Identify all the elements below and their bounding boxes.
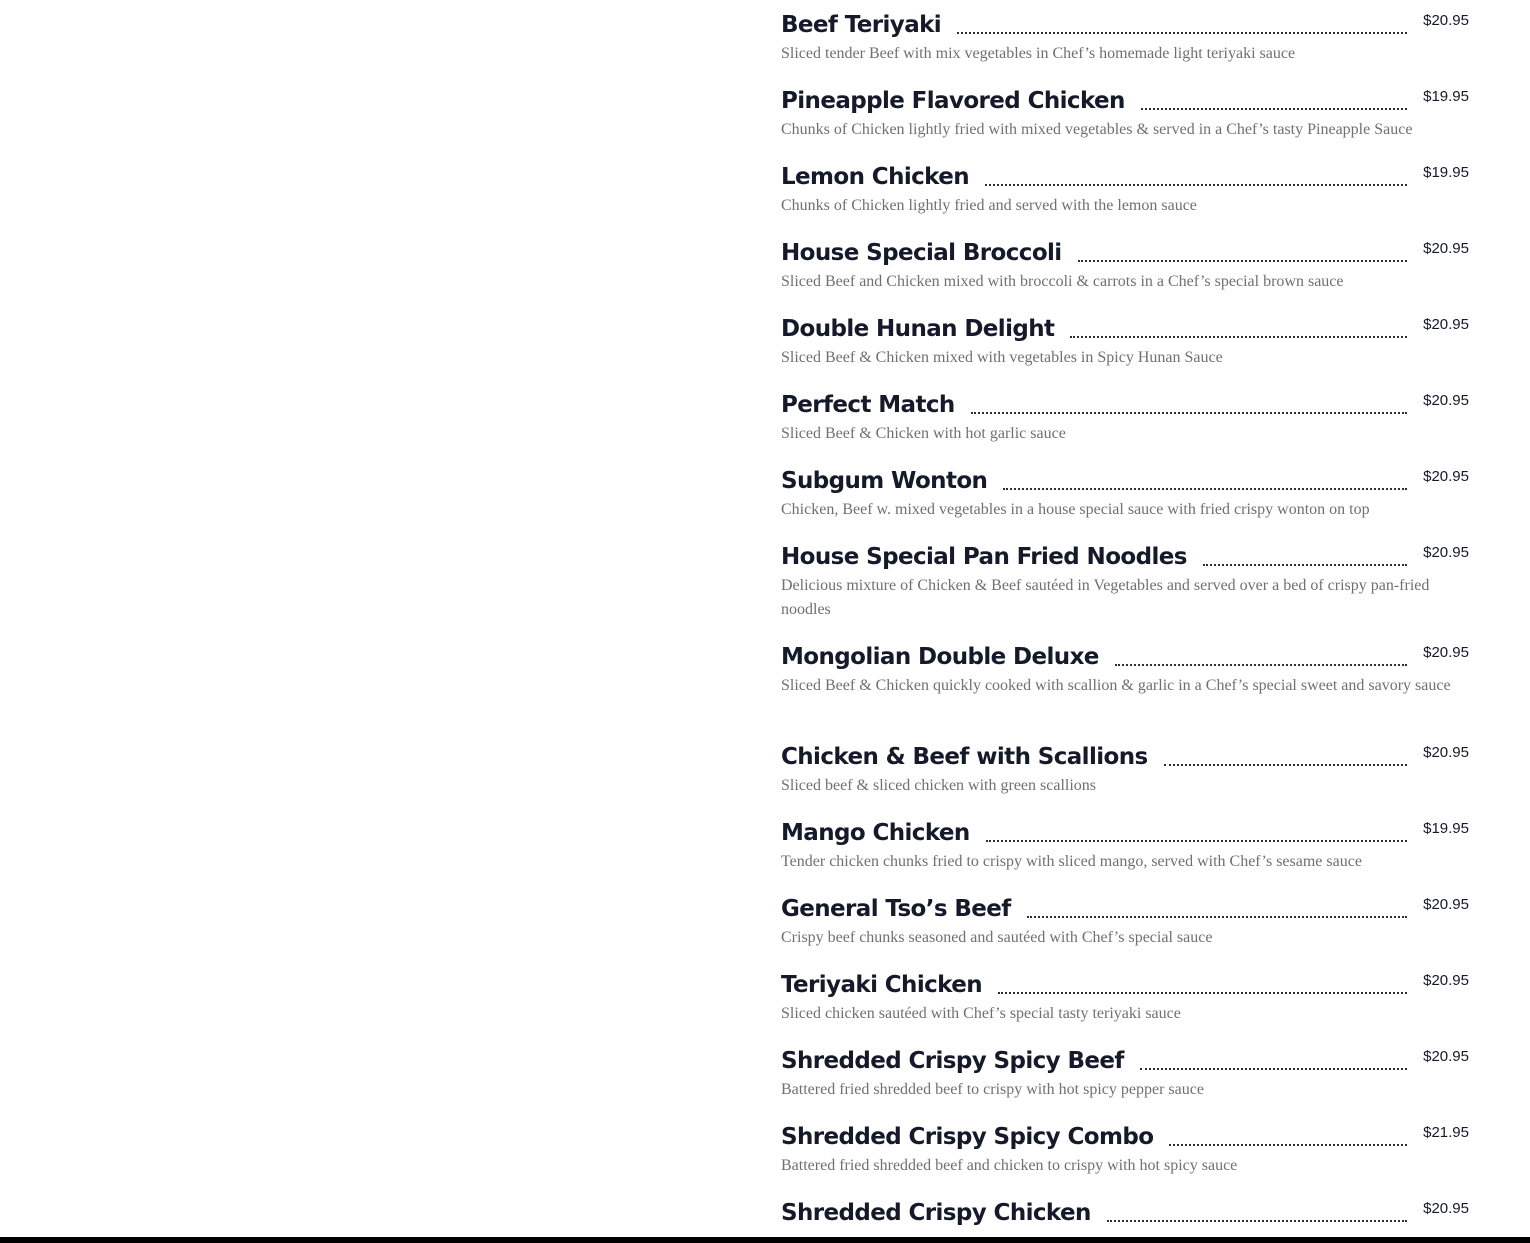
dotted-leader <box>1078 260 1408 262</box>
menu-item-price: $20.95 <box>1423 896 1469 913</box>
menu-item-header <box>781 86 1469 116</box>
menu-item-description: Chunks of Chicken lightly fried and served with the lemon sauce <box>781 197 1197 214</box>
menu-item-name: Shredded Crispy Chicken <box>781 1200 1091 1226</box>
dotted-leader <box>1203 564 1407 566</box>
menu-item-name: House Special Pan Fried Noodles <box>781 544 1187 570</box>
menu-item-price: $20.95 <box>1423 316 1469 333</box>
dotted-leader <box>957 32 1407 34</box>
menu-item-price: $20.95 <box>1423 12 1469 29</box>
menu-item-header <box>781 542 1469 572</box>
dotted-leader <box>971 412 1407 414</box>
menu-item-name: Subgum Wonton <box>781 468 988 494</box>
menu-item-header <box>781 466 1469 496</box>
menu-item-subgum-wonton <box>781 466 1469 522</box>
menu-item-house-special-broccoli <box>781 238 1469 294</box>
menu-item-price: $20.95 <box>1423 1200 1469 1217</box>
menu-item-general-tsos-beef <box>781 894 1469 950</box>
menu-item-price: $20.95 <box>1423 972 1469 989</box>
menu-item-shredded-crispy-spicy-beef <box>781 1046 1469 1102</box>
menu-item-name: Double Hunan Delight <box>781 316 1055 342</box>
menu-item-header <box>781 1046 1469 1076</box>
dotted-leader <box>1140 1068 1407 1070</box>
dotted-leader <box>1070 336 1407 338</box>
menu-item-lemon-chicken <box>781 162 1469 218</box>
dotted-leader <box>1115 664 1407 666</box>
menu-item-price: $20.95 <box>1423 744 1469 761</box>
menu-item-description: Sliced Beef & Chicken mixed with vegetables in Spicy Hunan Sauce <box>781 349 1223 366</box>
menu-item-description: Battered fried shredded beef and chicken to crispy with hot spicy sauce <box>781 1157 1238 1174</box>
menu-item-header <box>781 162 1469 192</box>
bottom-border <box>0 1237 1530 1243</box>
menu-item-header <box>781 314 1469 344</box>
menu-item-beef-teriyaki <box>781 10 1469 66</box>
menu-item-price: $19.95 <box>1423 164 1469 181</box>
dotted-leader <box>1169 1144 1407 1146</box>
menu-item-house-special-pan-fried-noodles <box>781 542 1469 622</box>
menu-item-header <box>781 970 1469 1000</box>
menu-item-price: $20.95 <box>1423 240 1469 257</box>
menu-item-price: $21.95 <box>1423 1124 1469 1141</box>
menu-item-teriyaki-chicken <box>781 970 1469 1026</box>
menu-item-description: Chicken, Beef w. mixed vegetables in a house special sauce with fried crispy wonton on top <box>781 501 1370 518</box>
dotted-leader <box>986 840 1407 842</box>
menu-item-name: Beef Teriyaki <box>781 12 942 38</box>
menu-item-perfect-match <box>781 390 1469 446</box>
menu-item-description: Battered fried shredded beef to crispy with hot spicy pepper sauce <box>781 1081 1204 1098</box>
menu-item-description: Tender chicken chunks fried to crispy with sliced mango, served with Chef’s sesame sauce <box>781 853 1362 870</box>
menu-item-shredded-crispy-chicken <box>781 1198 1469 1228</box>
menu-item-double-hunan-delight <box>781 314 1469 370</box>
menu-item-price: $19.95 <box>1423 820 1469 837</box>
menu-item-description: Sliced chicken sautéed with Chef’s special tasty teriyaki sauce <box>781 1005 1181 1022</box>
menu-item-description: Sliced Beef and Chicken mixed with broccoli & carrots in a Chef’s special brown sauce <box>781 273 1344 290</box>
menu-item-description: Delicious mixture of Chicken & Beef sautéed in Vegetables and served over a bed of crispy pan-fried noodles <box>781 577 1430 618</box>
menu-item-name: Mongolian Double Deluxe <box>781 644 1099 670</box>
menu-item-name: Mango Chicken <box>781 820 970 846</box>
dotted-leader <box>1107 1220 1407 1222</box>
dotted-leader <box>1164 764 1408 766</box>
menu-item-price: $20.95 <box>1423 644 1469 661</box>
menu-item-description: Crispy beef chunks seasoned and sautéed with Chef’s special sauce <box>781 929 1213 946</box>
menu-item-name: House Special Broccoli <box>781 240 1062 266</box>
dotted-leader <box>1141 108 1407 110</box>
menu-item-price: $20.95 <box>1423 544 1469 561</box>
menu-item-mango-chicken <box>781 818 1469 874</box>
menu-item-header <box>781 1198 1469 1228</box>
menu-item-description: Sliced beef & sliced chicken with green scallions <box>781 777 1097 794</box>
menu-item-description: Sliced Beef & Chicken quickly cooked with scallion & garlic in a Chef’s special sweet and savory sauce <box>781 677 1451 694</box>
menu-item-header <box>781 818 1469 848</box>
menu-item-header <box>781 1122 1469 1152</box>
dotted-leader <box>1027 916 1407 918</box>
menu-item-header <box>781 10 1469 40</box>
menu-item-header <box>781 238 1469 268</box>
menu-item-header <box>781 894 1469 924</box>
menu-item-name: Teriyaki Chicken <box>781 972 982 998</box>
menu-item-price: $20.95 <box>1423 392 1469 409</box>
dotted-leader <box>1003 488 1407 490</box>
menu-item-name: General Tso’s Beef <box>781 896 1011 922</box>
menu-item-header <box>781 390 1469 420</box>
menu-item-header <box>781 742 1469 772</box>
menu-item-price: $20.95 <box>1423 1048 1469 1065</box>
menu-item-name: Chicken & Beef with Scallions <box>781 744 1148 770</box>
menu-item-shredded-crispy-spicy-combo <box>781 1122 1469 1178</box>
menu-item-name: Shredded Crispy Spicy Combo <box>781 1124 1154 1150</box>
menu-item-pineapple-flavored-chicken <box>781 86 1469 142</box>
menu-item-price: $20.95 <box>1423 468 1469 485</box>
dotted-leader <box>985 184 1407 186</box>
menu-item-name: Lemon Chicken <box>781 164 970 190</box>
dotted-leader <box>998 992 1407 994</box>
menu-item-name: Pineapple Flavored Chicken <box>781 88 1125 114</box>
menu-item-price: $19.95 <box>1423 88 1469 105</box>
menu-item-chicken-beef-with-scallions <box>781 742 1469 798</box>
menu-item-description: Sliced tender Beef with mix vegetables in Chef’s homemade light teriyaki sauce <box>781 45 1296 62</box>
menu-item-name: Shredded Crispy Spicy Beef <box>781 1048 1124 1074</box>
menu-item-name: Perfect Match <box>781 392 955 418</box>
menu-item-description: Sliced Beef & Chicken with hot garlic sauce <box>781 425 1066 442</box>
menu-item-header <box>781 642 1469 672</box>
menu-item-description: Chunks of Chicken lightly fried with mixed vegetables & served in a Chef’s tasty Pineapple Sauce <box>781 121 1413 138</box>
menu-item-mongolian-double-deluxe <box>781 642 1469 698</box>
